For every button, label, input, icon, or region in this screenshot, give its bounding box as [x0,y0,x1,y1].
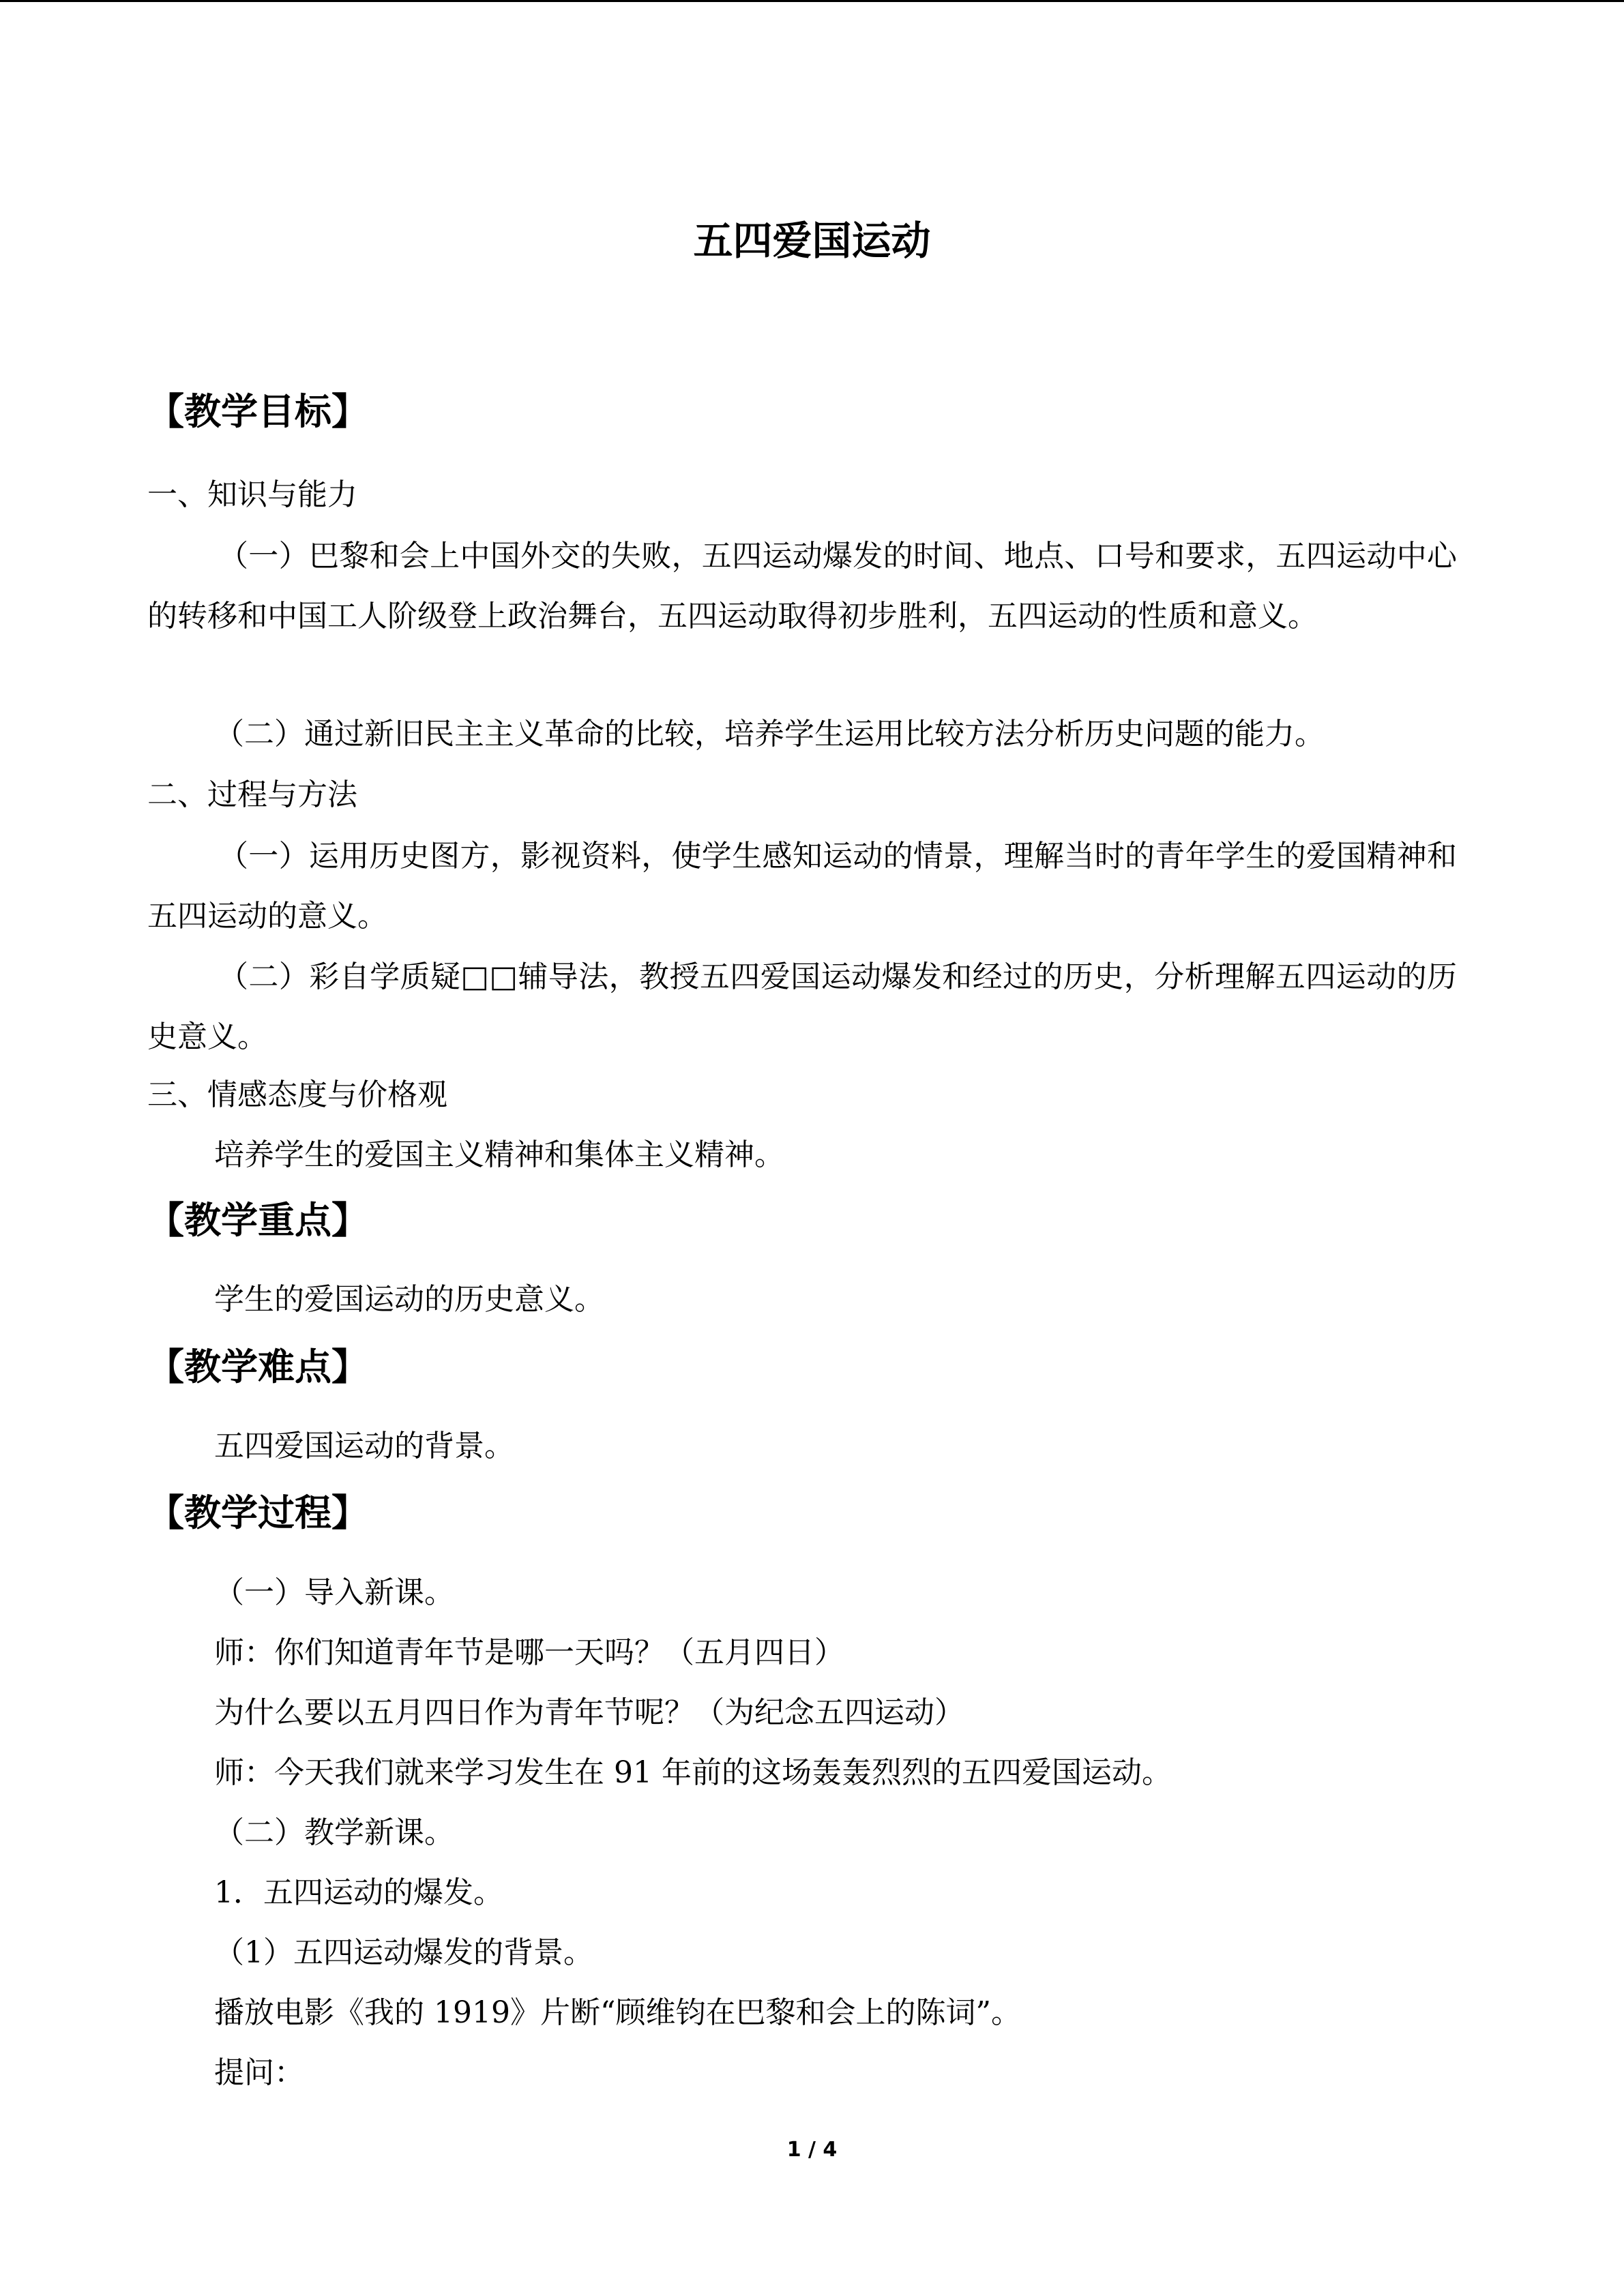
heading-teaching-process: 【教学过程】 [147,1491,368,1534]
top-border-rule [0,0,1624,2]
paragraph-process-2: （二）彩自学质疑□□辅导法，教授五四爱国运动爆发和经过的历史，分析理解五四运动的历史意义。 [147,959,1457,1054]
process-line: 播放电影《我的 1919》片断“顾维钧在巴黎和会上的陈词”。 [214,1995,1021,2030]
paragraph-difficult-points: 五四爱国运动的背景。 [214,1429,514,1463]
page-title: 五四爱国运动 [693,218,931,264]
subheading-process-method: 二、过程与方法 [147,777,357,812]
process-line: （一）导入新课。 [214,1575,454,1610]
paragraph-emotion-1: 培养学生的爱国主义精神和集体主义精神。 [214,1137,784,1172]
page-number: 1 / 4 [786,2138,838,2162]
process-line: （1）五四运动爆发的背景。 [214,1935,593,1970]
process-line: （二）教学新课。 [214,1815,454,1850]
process-line: 师：你们知道青年节是哪一天吗？（五月四日） [214,1635,844,1670]
process-line: 为什么要以五月四日作为青年节呢？（为纪念五四运动） [214,1695,964,1730]
subheading-emotion-values: 三、情感态度与价格观 [147,1077,447,1112]
paragraph-knowledge-1: （一）巴黎和会上中国外交的失败，五四运动爆发的时间、地点、口号和要求，五四运动中心的转移和中国工人阶级登上政治舞台，五四运动取得初步胜利，五四运动的性质和意义。 [147,539,1457,633]
process-line: 师：今天我们就来学习发生在 91 年前的这场轰轰烈烈的五四爱国运动。 [214,1755,1172,1790]
heading-teaching-key-points: 【教学重点】 [147,1199,368,1242]
process-line: 1．五四运动的爆发。 [214,1875,503,1910]
heading-teaching-objectives: 【教学目标】 [147,390,368,433]
subheading-knowledge-ability: 一、知识与能力 [147,477,357,512]
heading-teaching-difficult-points: 【教学难点】 [147,1345,368,1388]
paragraph-process-1: （一）运用历史图方，影视资料，使学生感知运动的情景，理解当时的青年学生的爱国精神和五四运动的意义。 [147,839,1457,934]
paragraph-knowledge-2: （二）通过新旧民主主义革命的比较，培养学生运用比较方法分析历史问题的能力。 [214,717,1325,751]
paragraph-key-points: 学生的爱国运动的历史意义。 [214,1282,604,1317]
process-line: 提问： [214,2055,304,2090]
